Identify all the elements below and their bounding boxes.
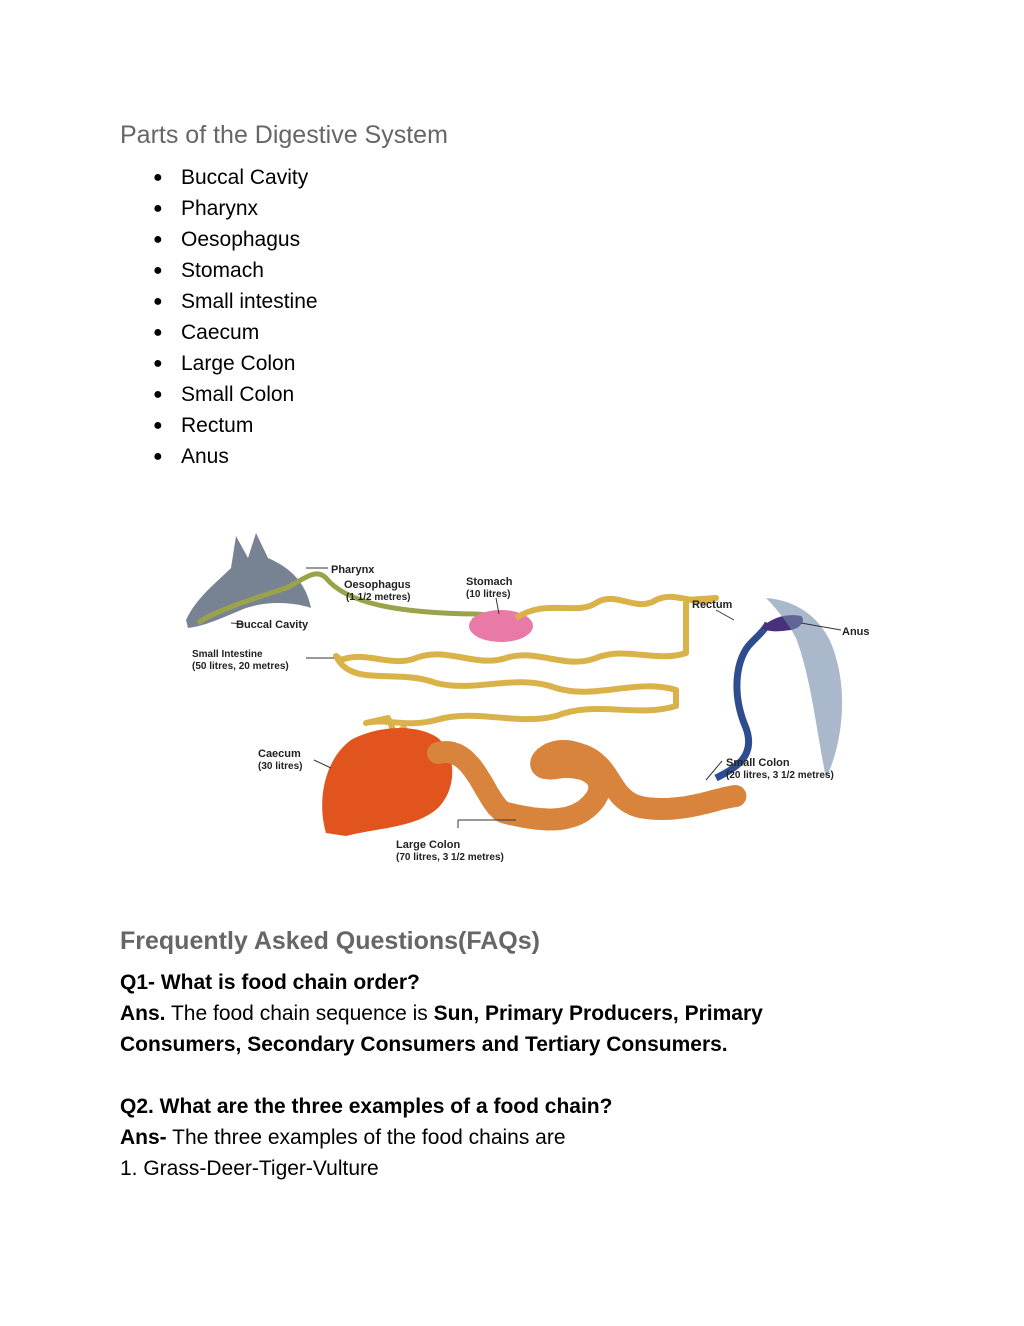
bullet-icon: ● [153, 262, 163, 279]
answer-text: The three examples of the food chains are [166, 1126, 566, 1149]
horse-digestive-tract-illustration [176, 528, 888, 868]
faq-answer-2 [120, 1122, 880, 1153]
label-small-colon-detail: (20 litres, 3 1/2 metres) [726, 770, 834, 781]
label-caecum: Caecum [258, 748, 301, 760]
answer-bold-text: Consumers, Secondary Consumers and Tertiary Consumers. [120, 1033, 728, 1056]
label-caecum-detail: (30 litres) [258, 761, 303, 772]
bullet-icon: ● [153, 417, 163, 434]
list-item: ● Rectum [120, 410, 318, 441]
label-pharynx: Pharynx [331, 564, 375, 576]
faq-answer-1-continued [120, 1029, 880, 1060]
list-item: ● Caecum [120, 317, 318, 348]
label-small-intestine: Small Intestine [192, 649, 263, 660]
faq-answer-2-item-1: 1. Grass-Deer-Tiger-Vulture [120, 1157, 379, 1180]
large-colon-shape [438, 751, 736, 820]
label-large-colon: Large Colon [396, 839, 461, 851]
bullet-icon: ● [153, 231, 163, 248]
faq-q2-block [120, 1091, 880, 1184]
faq-q1-block [120, 967, 880, 1060]
horse-head-shape [186, 533, 311, 628]
bullet-icon: ● [153, 386, 163, 403]
label-rectum: Rectum [692, 599, 733, 611]
list-item: ● Pharynx [120, 193, 318, 224]
faq-heading: Frequently Asked Questions(FAQs) [120, 927, 540, 955]
list-item: ● Oesophagus [120, 224, 318, 255]
bullet-icon: ● [153, 448, 163, 465]
bullet-icon: ● [153, 200, 163, 217]
section-heading: Parts of the Digestive System [120, 121, 448, 149]
answer-bold-text: Sun, Primary Producers, Primary [433, 1002, 763, 1025]
list-item: ● Anus [120, 441, 318, 472]
list-item: ● Small intestine [120, 286, 318, 317]
faq-question-1: Q1- What is food chain order? [120, 971, 420, 994]
label-oesophagus-detail: (1 1/2 metres) [346, 592, 411, 603]
bullet-icon: ● [153, 293, 163, 310]
digestive-parts-list [120, 162, 318, 472]
label-anus: Anus [842, 626, 870, 638]
answer-label: Ans- [120, 1126, 167, 1149]
bullet-icon: ● [153, 355, 163, 372]
list-item: ● Small Colon [120, 379, 318, 410]
label-large-colon-detail: (70 litres, 3 1/2 metres) [396, 852, 504, 863]
label-small-intestine-detail: (50 litres, 20 metres) [192, 661, 289, 672]
list-item: ● Buccal Cavity [120, 162, 318, 193]
small-colon-shape [716, 623, 768, 778]
label-stomach: Stomach [466, 576, 513, 588]
label-buccal-cavity: Buccal Cavity [236, 619, 309, 631]
digestive-system-diagram [176, 528, 888, 868]
faq-answer-1 [120, 998, 880, 1029]
label-small-colon: Small Colon [726, 757, 790, 769]
label-stomach-detail: (10 litres) [466, 589, 511, 600]
answer-text: The food chain sequence is [165, 1002, 434, 1025]
bullet-icon: ● [153, 169, 163, 186]
bullet-icon: ● [153, 324, 163, 341]
list-item: ● Stomach [120, 255, 318, 286]
faq-question-2: Q2. What are the three examples of a food chain? [120, 1095, 613, 1118]
label-oesophagus: Oesophagus [344, 579, 411, 591]
list-item: ● Large Colon [120, 348, 318, 379]
answer-label: Ans. [120, 1002, 166, 1025]
